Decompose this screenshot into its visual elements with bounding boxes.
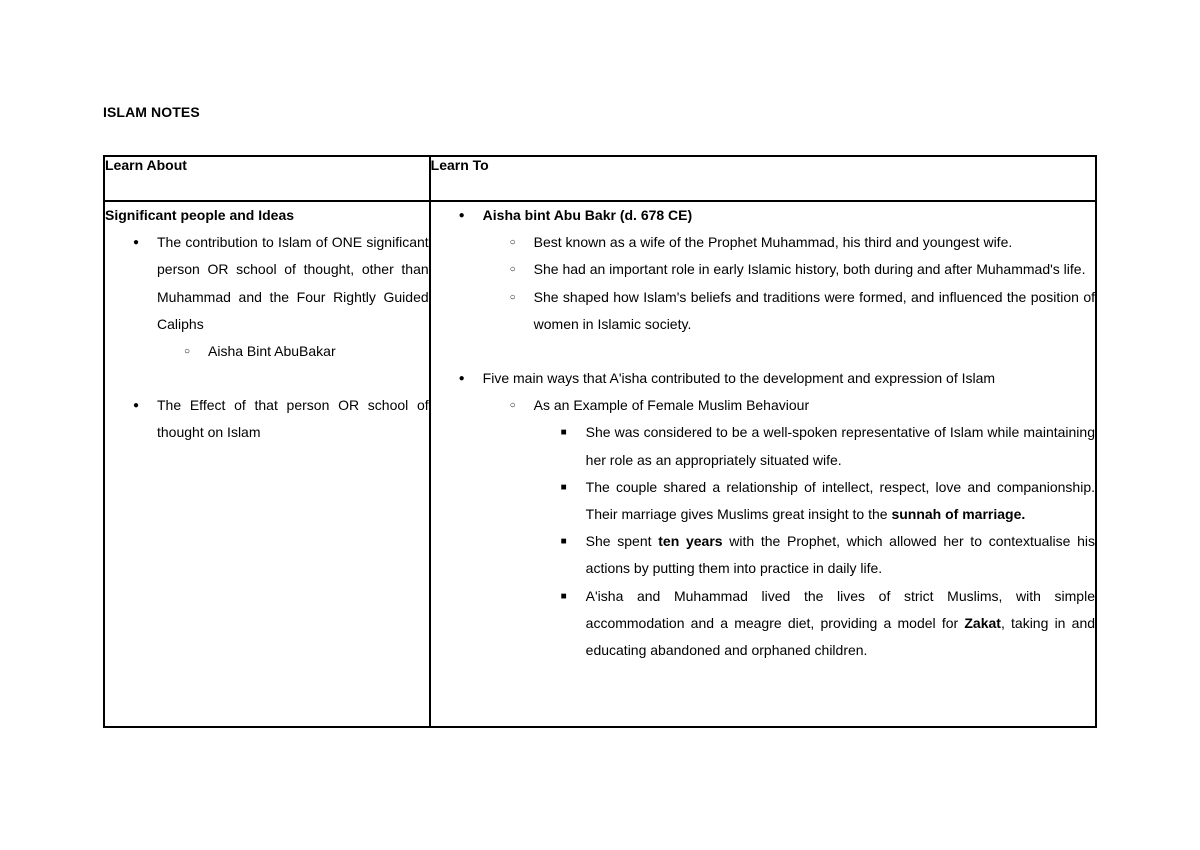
list-item bbox=[431, 256, 1095, 283]
left-item-contribution: The contribution to Islam of ONE significant person OR school of thought, other than Muhammad and the Four Rightly Guided Caliphs bbox=[157, 234, 429, 332]
square-bullet-icon: ■ bbox=[560, 481, 567, 493]
list-item bbox=[431, 583, 1095, 665]
list-item bbox=[431, 392, 1095, 419]
example-point-1: She was considered to be a well-spoken representative of Islam while maintaining her role as an appropriately situated wife. bbox=[585, 424, 1095, 468]
list-item bbox=[431, 365, 1095, 392]
list-item bbox=[431, 202, 1095, 229]
example-point-4-text-b: , taking in and educating abandoned and orphaned children. bbox=[585, 614, 1096, 659]
disc-bullet-icon: ● bbox=[133, 237, 140, 249]
left-item-effect: The Effect of that person OR school of thought on Islam bbox=[157, 397, 429, 441]
list-item bbox=[105, 392, 429, 446]
square-bullet-icon: ■ bbox=[560, 536, 567, 548]
left-heading: Significant people and Ideas bbox=[105, 207, 295, 223]
ways-heading: Five main ways that A'isha contributed to the development and expression of Islam bbox=[482, 370, 996, 387]
list-item bbox=[431, 528, 1095, 582]
example-point-4 bbox=[586, 583, 1095, 665]
header-row bbox=[104, 156, 1096, 201]
aisha-point-1: Best known as a wife of the Prophet Muhammad, his third and youngest wife. bbox=[533, 234, 1013, 251]
notes-table bbox=[103, 155, 1097, 728]
document-title: ISLAM NOTES bbox=[103, 104, 200, 120]
content-row bbox=[104, 201, 1096, 727]
example-point-3 bbox=[586, 528, 1095, 582]
learn-about-cell bbox=[104, 201, 430, 727]
square-bullet-icon: ■ bbox=[560, 590, 567, 602]
header-learn-about: Learn About bbox=[104, 156, 430, 201]
list-item bbox=[431, 474, 1095, 528]
left-item-aisha: Aisha Bint AbuBakar bbox=[208, 343, 336, 360]
list-item bbox=[105, 338, 429, 365]
example-point-2 bbox=[586, 474, 1095, 528]
list-item bbox=[431, 419, 1095, 473]
disc-bullet-icon: ● bbox=[133, 400, 140, 412]
disc-bullet-icon: ● bbox=[458, 210, 465, 221]
example-point-3-text-b: with the Prophet, which allowed her to contextualise his actions by putting them into practice in daily life. bbox=[585, 533, 1096, 577]
aisha-point-3: She shaped how Islam's beliefs and traditions were formed, and influenced the position of women in Islamic society. bbox=[533, 288, 1095, 332]
example-point-3-bold: ten years bbox=[658, 533, 723, 550]
circle-bullet-icon: ○ bbox=[509, 264, 516, 276]
aisha-heading: Aisha bint Abu Bakr (d. 678 CE) bbox=[482, 207, 693, 223]
list-item bbox=[105, 229, 429, 338]
circle-bullet-icon: ○ bbox=[509, 291, 516, 303]
circle-bullet-icon: ○ bbox=[509, 237, 516, 249]
example-point-4-bold: Zakat bbox=[964, 614, 1001, 631]
circle-bullet-icon: ○ bbox=[509, 400, 516, 412]
disc-bullet-icon: ● bbox=[458, 373, 465, 385]
example-point-3-text-a: She spent bbox=[585, 533, 652, 550]
example-point-2-text: The couple shared a relationship of intellect, respect, love and companionship. Their marriage gives Muslims great insight to the bbox=[585, 478, 1095, 523]
header-learn-to: Learn To bbox=[430, 156, 1096, 201]
circle-bullet-icon: ○ bbox=[184, 346, 191, 358]
learn-to-cell bbox=[430, 201, 1096, 727]
example-point-4-text-a: A'isha and Muhammad lived the lives of strict Muslims, with simple accommodation and a meagre diet, providing a model for bbox=[585, 587, 1095, 631]
example-point-2-bold: sunnah of marriage. bbox=[891, 506, 1026, 523]
aisha-point-2: She had an important role in early Islamic history, both during and after Muhammad's life. bbox=[533, 261, 1086, 278]
list-item bbox=[431, 229, 1095, 256]
list-item bbox=[431, 284, 1095, 338]
example-heading: As an Example of Female Muslim Behaviour bbox=[533, 397, 810, 414]
square-bullet-icon: ■ bbox=[560, 427, 567, 439]
